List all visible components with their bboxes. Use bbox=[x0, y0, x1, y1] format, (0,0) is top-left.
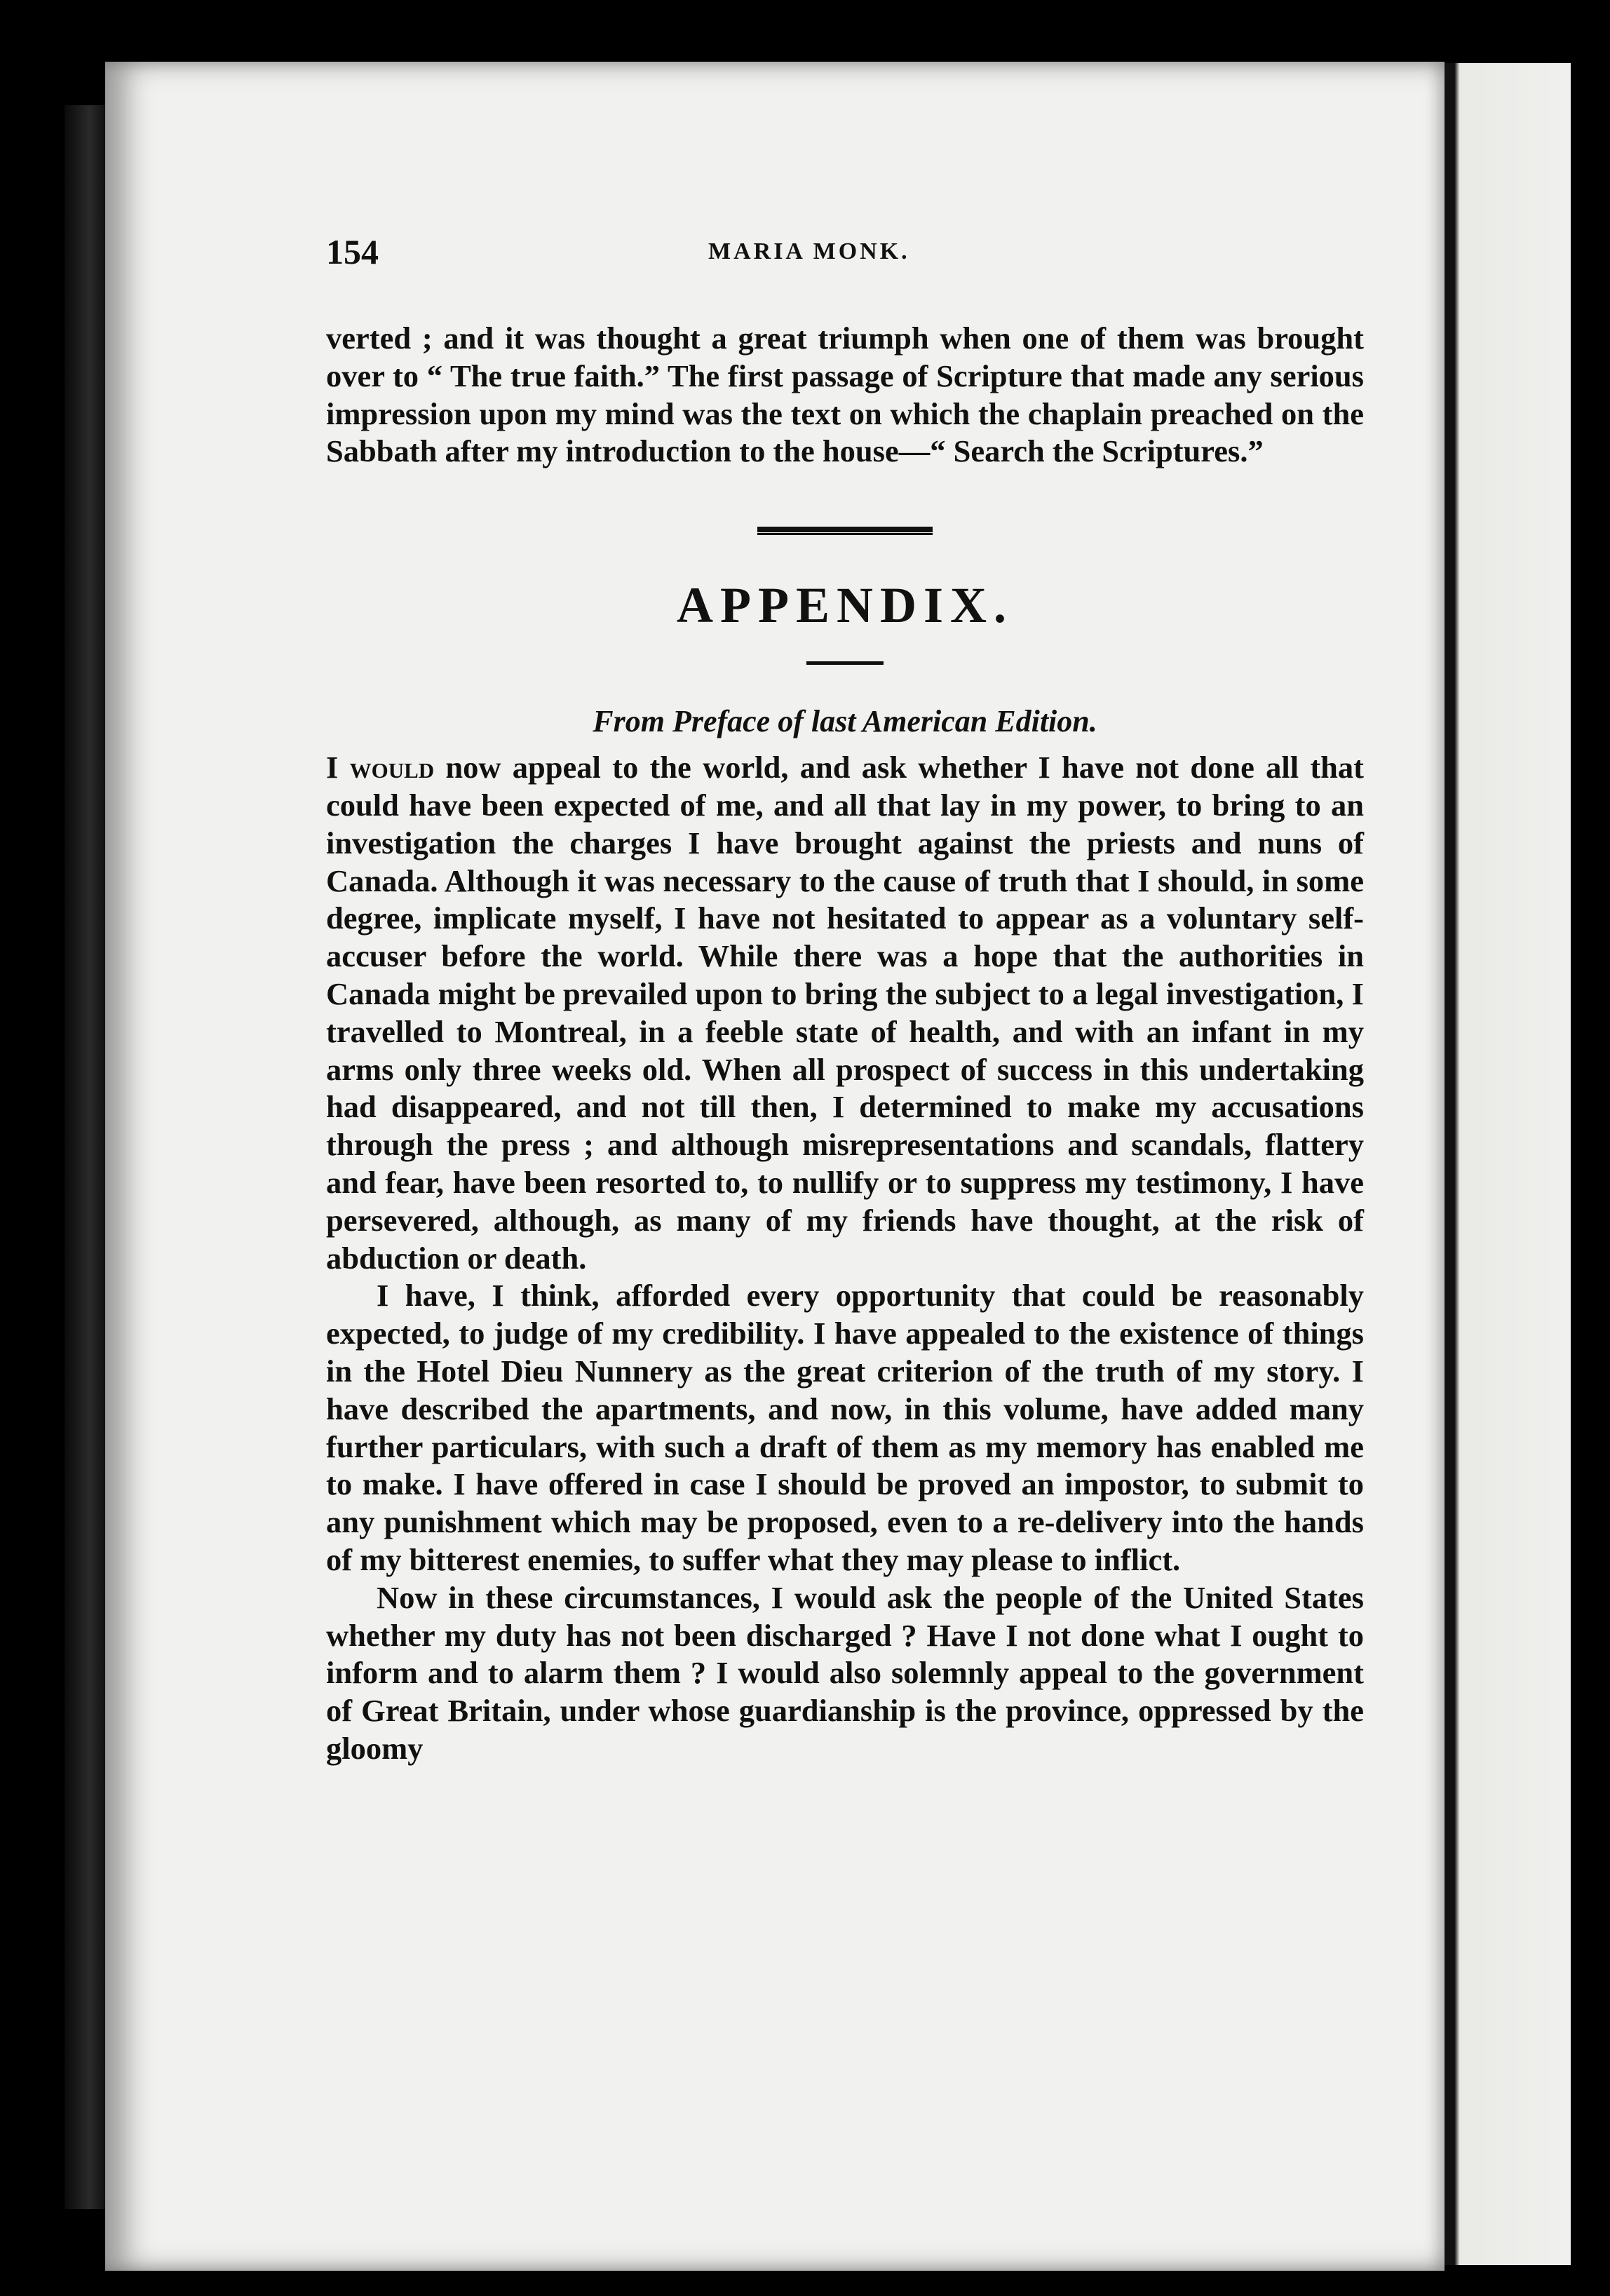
facing-page-edge bbox=[1445, 63, 1571, 2265]
book-gutter bbox=[65, 105, 107, 2209]
paragraph-1 bbox=[326, 749, 1364, 1277]
paragraph-3: Now in these circumstances, I would ask the people of the United States whether my duty has not been discharged ? Have I not done what I ought to inform and to alarm them ? I would also solemnly appeal to the government of Great Britain, under whose guardianship is the province, oppressed by the gloomy bbox=[326, 1579, 1364, 1766]
title-underline-rule bbox=[806, 661, 884, 665]
running-title: MARIA MONK. bbox=[708, 238, 910, 264]
paragraph-1-text: now appeal to the world, and ask whether I have not done all that could have been expected of me, and all that lay in my power, to bring to an investigation the charges I have brought against the priests and nuns of Canada. Although it was necessary to the cause of truth that I should, in some degree, implicate myself, I have not hesitated to appear as a voluntary self-accuser before the world. While there was a hope that the authorities in Canada might be prevailed upon to bring the subject to a legal investigation, I travelled to Montreal, in a feeble state of health, and with an infant in my arms only three weeks old. When all prospect of success in this undertaking had disappeared, and not till then, I determined to make my accusations through the press ; and although misrepresentations and scandals, flattery and fear, have been resorted to, to nullify or to suppress my testimony, I have persevered, although, as many of my friends have thought, at the risk of abduction or death. bbox=[326, 750, 1364, 1276]
running-head bbox=[326, 231, 1364, 274]
section-divider-rule bbox=[757, 527, 933, 535]
paragraph-1-lead: I would bbox=[326, 750, 435, 785]
page-content bbox=[326, 231, 1364, 1768]
paragraph-2: I have, I think, afforded every opportunity that could be reasonably expected, to judge of my credibility. I have appealed to the existence of things in the Hotel Dieu Nunnery as the great criterion of the truth of my story. I have described the apartments, and now, in this volume, have added many further particulars, with such a draft of them as my memory has enabled me to make. I have offered in case I should be proved an impostor, to submit to any punishment which may be proposed, even to a re-delivery into the hands of my bitterest enemies, to suffer what they may please to inflict. bbox=[326, 1278, 1364, 1577]
page-number: 154 bbox=[326, 232, 379, 271]
subtitle: From Preface of last American Edition. bbox=[593, 704, 1097, 739]
section-title: APPENDIX. bbox=[677, 577, 1013, 634]
opening-paragraph: verted ; and it was thought a great triumph when one of them was brought over to “ The true faith.” The first passage of Scripture that made any serious impression upon my mind was the text on which the chaplain preached on the Sabbath after my introduction to the house—“ Search the Scriptures.” bbox=[326, 320, 1364, 469]
